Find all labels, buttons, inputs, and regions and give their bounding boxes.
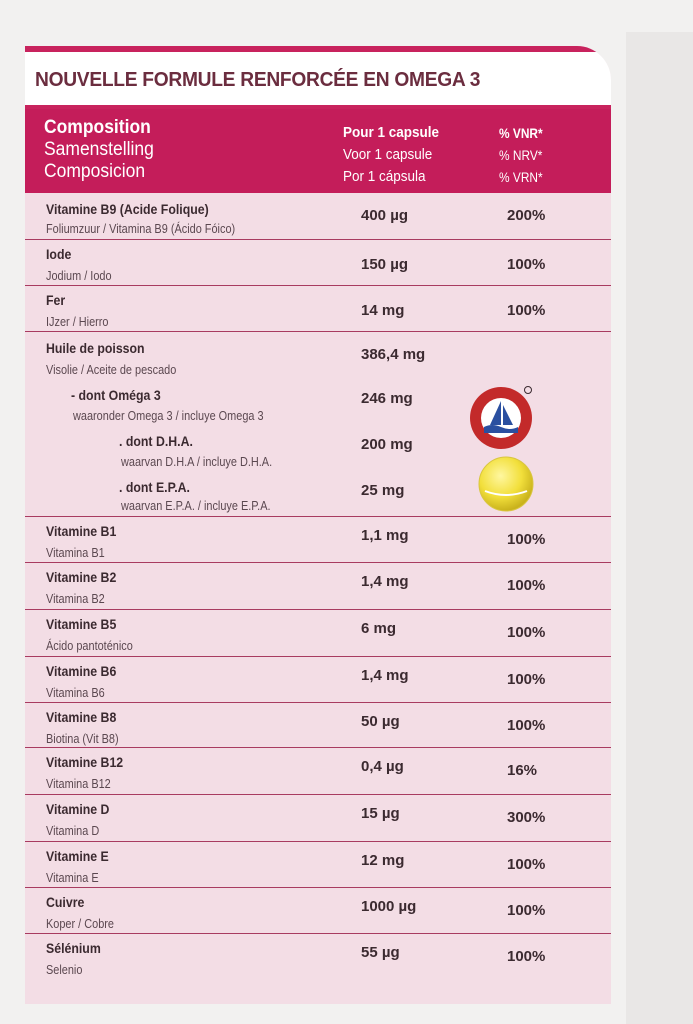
nutrient-translation: Vitamina B12 bbox=[46, 776, 111, 791]
sub-nutrient-translation: waaronder Omega 3 / incluye Omega 3 bbox=[73, 408, 264, 423]
table-row bbox=[25, 193, 611, 239]
nutrient-percent: 100% bbox=[507, 624, 546, 641]
sub-nutrient-name: - dont Oméga 3 bbox=[71, 387, 161, 403]
header-composition-nl: Samenstelling bbox=[44, 139, 154, 160]
nutrient-name: Cuivre bbox=[46, 894, 85, 910]
nutrient-name: Sélénium bbox=[46, 940, 101, 956]
sub-nutrient-translation: waarvan D.H.A / incluye D.H.A. bbox=[121, 454, 273, 469]
table-row bbox=[25, 239, 611, 286]
nutrient-name: Huile de poisson bbox=[46, 340, 145, 356]
nutrient-amount: 0,4 µg bbox=[361, 758, 404, 775]
table-row bbox=[25, 656, 611, 703]
table-row bbox=[25, 933, 611, 1004]
table-row bbox=[25, 609, 611, 657]
nutrient-percent: 100% bbox=[507, 856, 546, 873]
nutrient-amount: 1000 µg bbox=[361, 898, 417, 915]
nutrient-name: Vitamine E bbox=[46, 848, 109, 864]
nutrient-translation: Ácido pantoténico bbox=[46, 638, 133, 653]
quality-silver-logo bbox=[477, 455, 535, 513]
nutrient-percent: 100% bbox=[507, 717, 546, 734]
nutrient-name: Vitamine B2 bbox=[46, 569, 117, 585]
nutrient-amount: 1,4 mg bbox=[361, 667, 409, 684]
nutrient-translation: IJzer / Hierro bbox=[46, 314, 109, 329]
table-row bbox=[25, 887, 611, 934]
header-reference bbox=[499, 122, 550, 188]
nutrient-translation: Biotina (Vit B8) bbox=[46, 731, 119, 746]
nutrient-translation: Vitamina E bbox=[46, 870, 99, 885]
nutrition-panel bbox=[25, 46, 611, 1004]
panel-title: NOUVELLE FORMULE RENFORCÉE EN OMEGA 3 bbox=[35, 69, 481, 91]
table-row bbox=[25, 285, 611, 332]
nutrient-amount: 15 µg bbox=[361, 805, 400, 822]
nutrient-percent: 300% bbox=[507, 809, 546, 826]
nutrient-percent: 100% bbox=[507, 948, 546, 965]
header-composition-fr: Composition bbox=[44, 117, 151, 138]
nutrient-name: Vitamine B12 bbox=[46, 754, 124, 770]
nutrient-name: Vitamine B8 bbox=[46, 709, 117, 725]
sub-nutrient-name: . dont E.P.A. bbox=[119, 479, 190, 495]
nutrient-amount: 1,1 mg bbox=[361, 527, 409, 544]
table-row bbox=[25, 794, 611, 842]
table-header bbox=[25, 109, 611, 193]
sub-nutrient-amount: 25 mg bbox=[361, 482, 405, 499]
header-reference-nl: % NRV* bbox=[499, 147, 543, 163]
nutrient-percent: 100% bbox=[507, 531, 546, 548]
nutrient-amount: 50 µg bbox=[361, 713, 400, 730]
nutrient-percent: 100% bbox=[507, 902, 546, 919]
table-row bbox=[25, 516, 611, 563]
header-portion bbox=[343, 122, 450, 188]
nutrient-percent: 16% bbox=[507, 762, 538, 779]
nutrient-amount: 400 µg bbox=[361, 207, 408, 224]
background-strip bbox=[626, 32, 693, 1024]
header-portion-es: Por 1 cápsula bbox=[343, 168, 426, 185]
nutrient-name: Vitamine B5 bbox=[46, 616, 117, 632]
title-bar bbox=[25, 46, 611, 109]
nutrient-name: Vitamine B1 bbox=[46, 523, 117, 539]
sub-nutrient-amount: 200 mg bbox=[361, 436, 413, 453]
sub-nutrient-translation: waarvan E.P.A. / incluye E.P.A. bbox=[121, 498, 271, 513]
nutrient-translation: Koper / Cobre bbox=[46, 916, 114, 931]
friend-of-the-sea-logo bbox=[468, 385, 534, 451]
nutrient-name: Iode bbox=[46, 246, 72, 262]
nutrient-name: Fer bbox=[46, 292, 66, 308]
nutrient-translation: Jodium / Iodo bbox=[46, 268, 112, 283]
header-portion-nl: Voor 1 capsule bbox=[343, 146, 433, 163]
header-reference-es: % VRN* bbox=[499, 169, 543, 185]
nutrient-amount: 6 mg bbox=[361, 620, 397, 637]
nutrient-amount: 150 µg bbox=[361, 256, 408, 273]
nutrient-translation: Selenio bbox=[46, 962, 83, 977]
table-row bbox=[25, 841, 611, 888]
table-row bbox=[25, 747, 611, 795]
sub-nutrient-name: . dont D.H.A. bbox=[119, 433, 193, 449]
nutrient-amount: 12 mg bbox=[361, 852, 405, 869]
nutrient-percent: 200% bbox=[507, 207, 546, 224]
nutrient-name: Vitamine B6 bbox=[46, 663, 117, 679]
nutrient-translation: Visolie / Aceite de pescado bbox=[46, 362, 177, 377]
header-portion-fr: Pour 1 capsule bbox=[343, 124, 440, 141]
nutrient-percent: 100% bbox=[507, 671, 546, 688]
nutrient-translation: Vitamina B1 bbox=[46, 545, 105, 560]
nutrient-percent: 100% bbox=[507, 577, 546, 594]
sub-nutrient-amount: 246 mg bbox=[361, 390, 413, 407]
header-composition bbox=[44, 117, 163, 183]
nutrient-name: Vitamine D bbox=[46, 801, 110, 817]
nutrient-amount: 1,4 mg bbox=[361, 573, 409, 590]
nutrient-percent: 100% bbox=[507, 302, 546, 319]
table-row bbox=[25, 562, 611, 610]
nutrient-amount: 14 mg bbox=[361, 302, 405, 319]
nutrient-amount: 55 µg bbox=[361, 944, 400, 961]
nutrient-translation: Vitamina B6 bbox=[46, 685, 105, 700]
table-row bbox=[25, 702, 611, 748]
nutrient-percent: 100% bbox=[507, 256, 546, 273]
nutrient-translation: Foliumzuur / Vitamina B9 (Ácido Fóico) bbox=[46, 221, 236, 236]
nutrient-translation: Vitamina B2 bbox=[46, 591, 105, 606]
header-composition-es: Composicion bbox=[44, 161, 146, 182]
header-reference-fr: % VNR* bbox=[499, 125, 543, 141]
nutrient-name: Vitamine B9 (Acide Folique) bbox=[46, 201, 209, 217]
nutrient-amount: 386,4 mg bbox=[361, 346, 426, 363]
nutrient-translation: Vitamina D bbox=[46, 823, 100, 838]
